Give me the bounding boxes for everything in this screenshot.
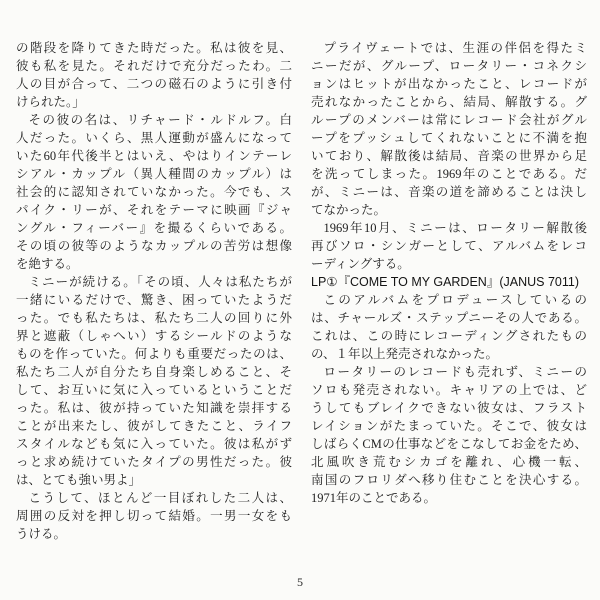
text-line: 南国のフロリダへ移り住むことを決心する。: [311, 473, 587, 487]
text-line: スタイルなども気に入っていた。彼は私がず: [16, 437, 292, 451]
text-line: その頃の彼等のようなカップルの苦労は想像: [16, 239, 292, 253]
text-line: いており、解散後は結局、音楽の世界から足: [311, 149, 587, 163]
text-line: 再びソロ・シンガーとして、アルバムをレコ: [311, 239, 587, 253]
text-line: パイク・リーが、それをテーマに映画『ジャ: [16, 203, 292, 217]
text-line: その彼の名は、リチャード・ルドルフ。白: [28, 113, 292, 127]
paragraph: [16, 111, 292, 273]
right-column: [311, 39, 587, 507]
album-heading: LP①『COME TO MY GARDEN』(JANUS 7011): [311, 275, 579, 289]
text-line: 人の目が合って、二つの磁石のように引き付: [16, 77, 292, 91]
text-line: を絶する。: [16, 257, 79, 271]
text-line: った。私は、彼が持っていた知識を崇拝する: [16, 401, 292, 415]
text-line: いた60年代後半とはいえ、やはりインテーレ: [16, 149, 292, 163]
text-line: うしてもブレイクできない彼女は、フラスト: [311, 401, 587, 415]
text-line: の階段を降りてきた時だった。私は彼を見、: [16, 41, 292, 55]
text-line: ことが出来たし、彼がしてきたこと、ライフ: [16, 419, 292, 433]
text-line: 売れなかったことから、結局、解散する。グ: [311, 95, 587, 109]
text-line: 1969年10月、ミニーは、ロータリー解散後: [323, 221, 587, 235]
text-line: ニーだが、グループ、ロータリー・コネクシ: [311, 59, 587, 73]
text-line: の、１年以上発売されなかった。: [311, 347, 499, 361]
text-line: して、お互いに気に入っているということだ: [16, 383, 292, 397]
text-line: てなかった。: [311, 203, 387, 217]
text-line: 界と遮蔽（しゃへい）するシールドのような: [16, 329, 292, 343]
text-line: を洗ってしまった。1969年のことである。だ: [311, 167, 587, 181]
text-line: 私たち二人が自分たち自身楽しめること、そ: [16, 365, 292, 379]
text-line: 社会的に認知されていなかった。今でも、ス: [16, 185, 292, 199]
text-line: ングル・フィーバー』を撮るくらいである。: [16, 221, 292, 235]
text-line: 周囲の反対を押し切って結婚。一男一女をも: [16, 509, 292, 523]
text-line: ソロも発売されない。キャリアの上では、ど: [311, 383, 587, 397]
text-line: った。でも私たちは、私たち二人の回りに外: [16, 311, 292, 325]
text-line: このアルバムをプロデュースしているの: [323, 293, 587, 307]
text-line: 彼も私を見た。それだけで充分だったわ。二: [16, 59, 292, 73]
text-line: ミニーが続ける。「その頃、人々は私たちが: [28, 275, 292, 289]
text-line: レイションがたまっていた。そこで、彼女は: [311, 419, 587, 433]
text-line: 一緒にいるだけで、驚き、困っていたようだ: [16, 293, 292, 307]
text-line: シアル・カップル（異人種間のカップル）は: [16, 167, 292, 181]
text-line: ロータリーのレコードも売れず、ミニーの: [323, 365, 587, 379]
page-number: 5: [297, 575, 303, 589]
text-line: が、ミニーは、音楽の道を諦めることは決し: [311, 185, 587, 199]
text-line: こうして、ほとんど一目ぼれした二人は、: [28, 491, 292, 505]
text-line: っと求め続けていたタイプの男性だった。彼: [16, 455, 292, 469]
text-line: 北風吹き荒むシカゴを離れ、心機一転、: [311, 455, 587, 469]
paragraph: [16, 273, 292, 489]
text-line: ものを作っていた。何よりも重要だったのは、: [16, 347, 292, 361]
text-line: ループのメンバーは常にレコード会社がグル: [311, 113, 587, 127]
paragraph: [16, 489, 292, 543]
text-line: は、チャールズ・ステップニーその人である。: [311, 311, 587, 325]
text-line: これは、この時にレコーディングされたもの: [311, 329, 587, 343]
paragraph: [311, 291, 587, 363]
text-line: けられた。」: [16, 95, 85, 109]
text-line: は、とても強い男よ」: [16, 473, 142, 487]
paragraph: [311, 363, 587, 507]
paragraph: [311, 39, 587, 219]
left-column: [16, 39, 292, 543]
paragraph: [311, 219, 587, 273]
text-line: うける。: [16, 527, 67, 541]
text-line: ーディングする。: [311, 257, 410, 271]
paragraph: [16, 39, 292, 111]
text-line: プライヴェートでは、生涯の伴侶を得たミ: [323, 41, 587, 55]
text-line: 1971年のことである。: [311, 491, 437, 505]
text-line: ープをプッシュしてくれないことに不満を抱: [311, 131, 587, 145]
text-line: 人だった。いくら、黒人運動が盛んになって: [16, 131, 292, 145]
text-line: しばらくCMの仕事などをこなしてお金をため、: [311, 437, 587, 451]
text-line: ョンはヒットが出なかったこと、レコードが: [311, 77, 587, 91]
